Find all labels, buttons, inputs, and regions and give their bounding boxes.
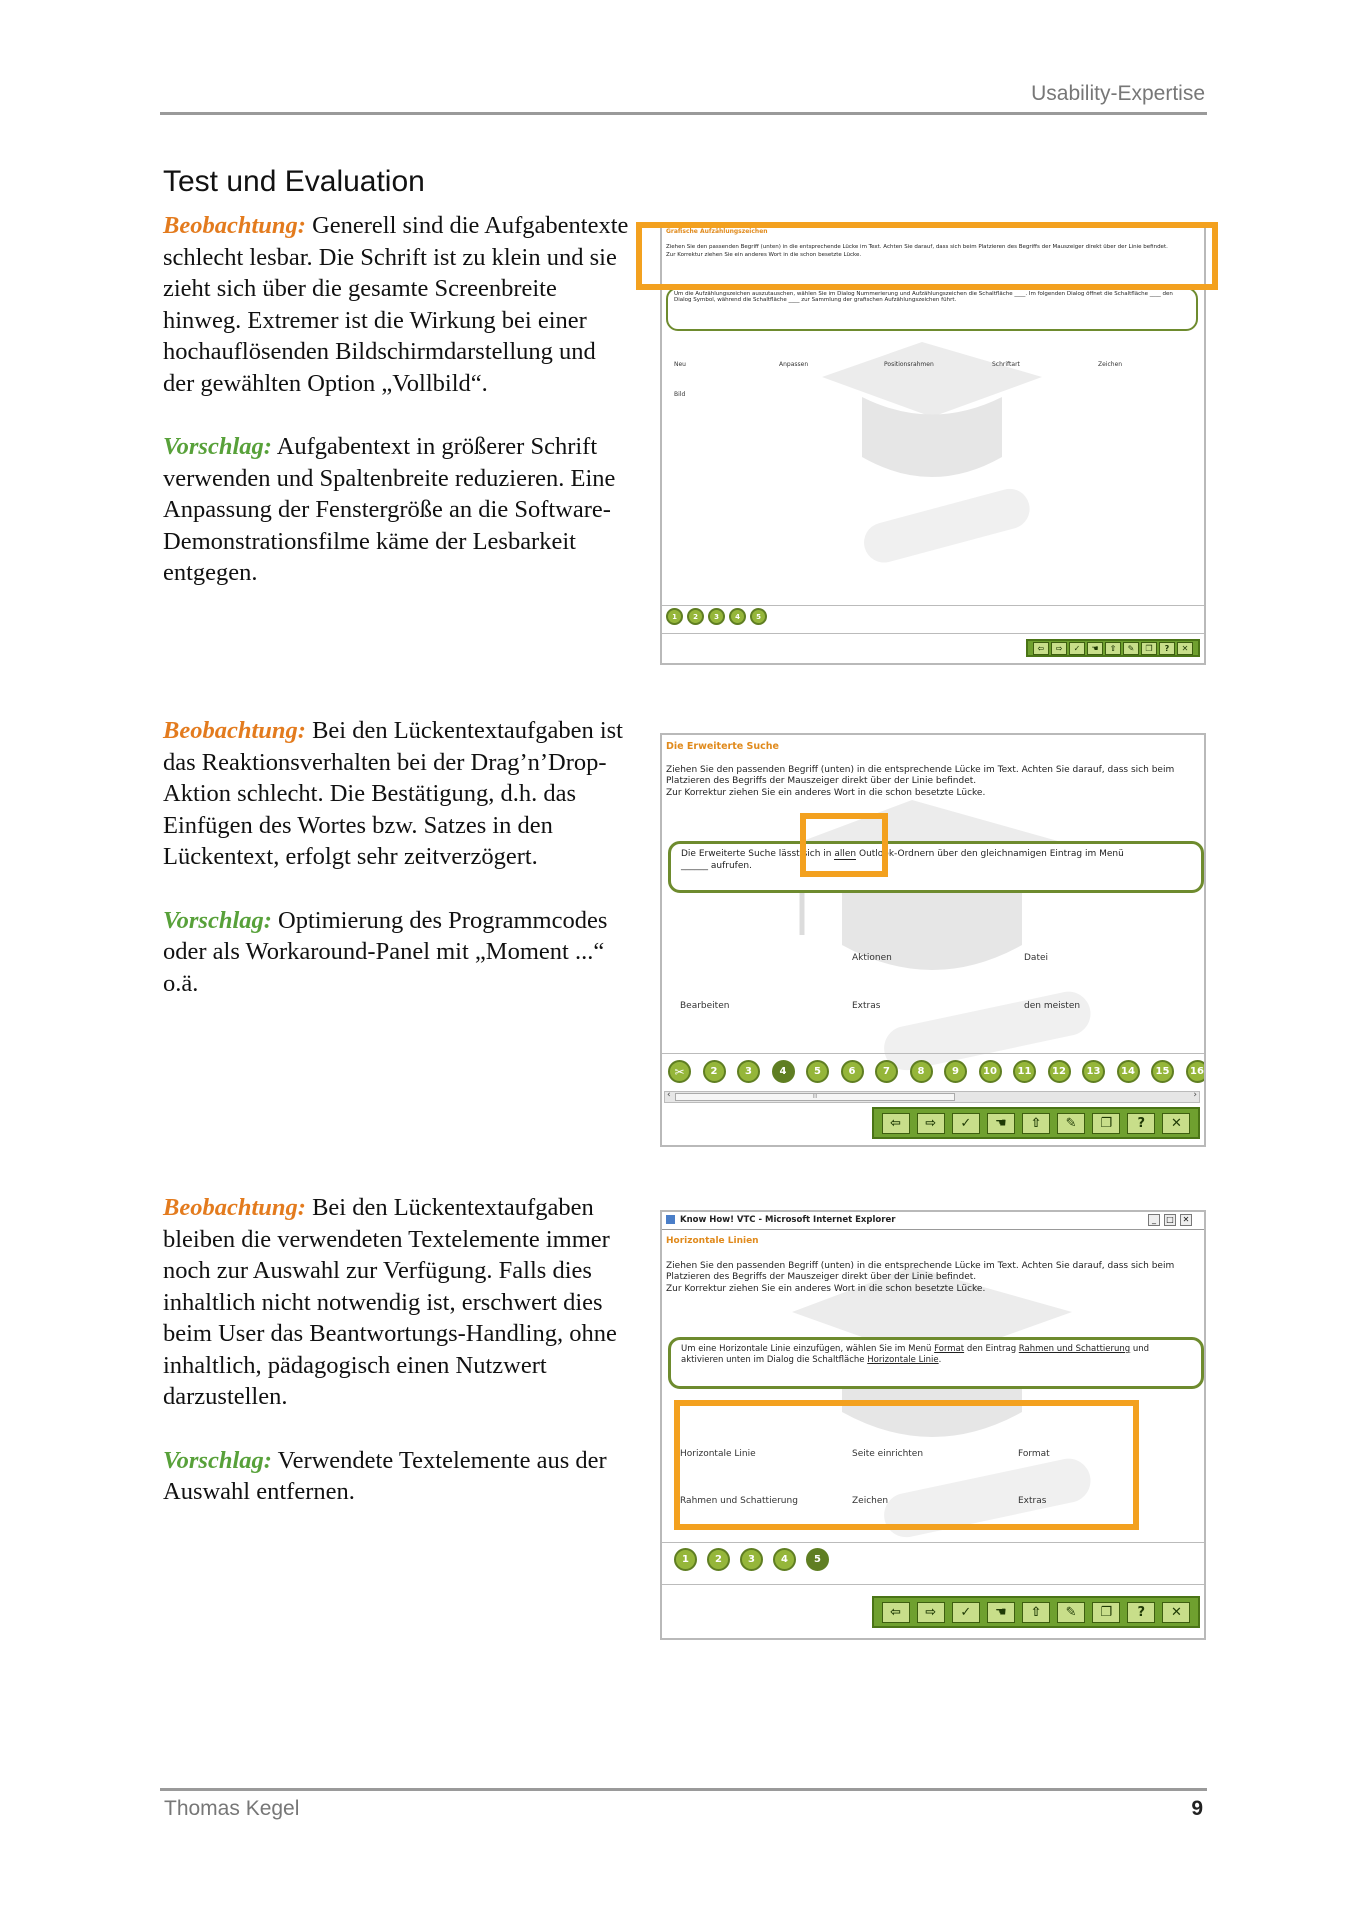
minimize-icon[interactable]: _ <box>1148 1214 1160 1226</box>
gap-text-part: . <box>938 1355 942 1365</box>
page-button-active[interactable]: 4 <box>772 1060 795 1083</box>
page-button[interactable]: 5 <box>806 1060 829 1083</box>
exercise-instruction: Ziehen Sie den passenden Begriff (unten) in die entsprechende Lücke im Text. Achten Sie darauf, dass sich beim Platzieren des Begriffs der Mauszeiger direkt über der Linie befindet. <box>666 765 1175 786</box>
exercise-title: Horizontale Linien <box>666 1236 759 1246</box>
screenshot-1 <box>660 225 1206 665</box>
page-button[interactable]: 6 <box>841 1060 864 1083</box>
page-button[interactable]: 2 <box>703 1060 726 1083</box>
answer-item[interactable]: Schriftart <box>992 361 1020 368</box>
answer-item[interactable]: Neu <box>674 361 686 368</box>
author-name: Thomas Kegel <box>164 1797 300 1820</box>
page-button[interactable]: 14 <box>1117 1060 1140 1083</box>
back-arrow-icon[interactable]: ⇦ <box>882 1113 910 1134</box>
answer-item[interactable]: Rahmen und Schattierung <box>680 1496 798 1506</box>
suggestion-text: Verwendete Textelemente aus der Auswahl entfernen. <box>163 1446 607 1505</box>
app-icon <box>666 1215 675 1224</box>
exercise-title: Die Erweiterte Suche <box>666 741 779 752</box>
answer-item[interactable]: den meisten <box>1024 1001 1081 1011</box>
help-icon[interactable]: ? <box>1159 642 1175 655</box>
scroll-thumb[interactable]: III <box>675 1093 955 1101</box>
page-number: 9 <box>1191 1797 1203 1820</box>
hand-icon[interactable]: ☚ <box>987 1113 1015 1134</box>
page-button[interactable]: 3 <box>740 1548 763 1571</box>
book-icon[interactable]: ❐ <box>1141 642 1157 655</box>
page-button[interactable]: 2 <box>687 608 704 625</box>
suggestion-label: Vorschlag: <box>163 1446 272 1474</box>
suggestion-label: Vorschlag: <box>163 433 272 460</box>
help-icon[interactable]: ? <box>1127 1113 1155 1134</box>
gap-text-box[interactable]: Um die Aufzählungszeichen auszutauschen, wählen Sie im Dialog Nummerierung und Aufzählungszeichen die Schaltfläche ____. Im folgenden Dialog öffnet die Schaltfläche ____ den Dialog Symbol, während die Schaltfläche ____ zur Sammlung der grafischen Aufzählungszeichen führt. <box>666 287 1198 331</box>
page-header <box>160 80 1207 115</box>
close-window-icon[interactable]: ✕ <box>1180 1214 1192 1226</box>
gap-text-part: ______ aufrufen. <box>681 861 752 871</box>
player-toolbar <box>872 1596 1200 1628</box>
suggestion-label: Vorschlag: <box>163 906 272 934</box>
exercise-instruction-2: Zur Korrektur ziehen Sie ein anderes Wort in die schon besetzte Lücke. <box>666 1284 986 1294</box>
browser-title-bar <box>662 1212 1204 1230</box>
header-title: Usability-Expertise <box>1031 82 1205 105</box>
answer-item[interactable]: Aktionen <box>852 953 892 963</box>
hand-icon[interactable]: ☚ <box>1087 642 1103 655</box>
page-button[interactable]: 4 <box>729 608 746 625</box>
gap-text-part: Um eine Horizontale Linie einzufügen, wählen Sie im Menü <box>681 1344 935 1354</box>
scroll-left-icon[interactable]: ‹ <box>667 1090 671 1100</box>
observation-label: Beobachtung: <box>163 212 306 239</box>
answer-item[interactable]: Bild <box>674 391 686 398</box>
filled-gap[interactable]: Rahmen und Schattierung <box>1018 1344 1131 1354</box>
page-button[interactable]: 1 <box>674 1548 697 1571</box>
back-arrow-icon[interactable]: ⇦ <box>882 1602 910 1623</box>
up-arrow-icon[interactable]: ⇧ <box>1105 642 1121 655</box>
scroll-right-icon[interactable]: › <box>1193 1090 1197 1100</box>
section-title: Test und Evaluation <box>163 165 425 198</box>
filled-gap[interactable]: Horizontale Linie <box>867 1355 939 1365</box>
answer-item[interactable]: Extras <box>1018 1496 1047 1506</box>
check-icon[interactable]: ✓ <box>1069 642 1085 655</box>
player-toolbar <box>1026 639 1200 657</box>
up-arrow-icon[interactable]: ⇧ <box>1022 1113 1050 1134</box>
check-icon[interactable]: ✓ <box>952 1602 980 1623</box>
forward-arrow-icon[interactable]: ⇨ <box>917 1113 945 1134</box>
answer-item[interactable]: Bearbeiten <box>680 1001 730 1011</box>
suggestion-text: Aufgabentext in größerer Schrift verwenden und Spaltenbreite reduzieren. Eine Anpassung der Fenstergröße an die Software-Demonstrationsfilme käme der Lesbarkeit entgegen. <box>163 433 616 586</box>
text-block-2 <box>163 715 633 999</box>
suggestion-2 <box>163 905 633 1000</box>
page-button[interactable]: 10 <box>979 1060 1002 1083</box>
close-icon[interactable]: ✕ <box>1162 1602 1190 1623</box>
page-button[interactable]: 12 <box>1048 1060 1071 1083</box>
suggestion-1 <box>163 431 633 589</box>
suggestion-3 <box>163 1445 633 1508</box>
exercise-number-nav <box>668 1060 1206 1083</box>
notes-icon[interactable]: ✎ <box>1123 642 1139 655</box>
gap-text-part: Die Erweiterte Suche lässt <box>681 849 803 859</box>
player-toolbar <box>872 1107 1200 1139</box>
page-button[interactable]: 15 <box>1151 1060 1174 1083</box>
window-title: Know How! VTC - Microsoft Internet Explorer <box>680 1215 896 1225</box>
page-footer <box>160 1788 1207 1820</box>
text-block-3 <box>163 1192 633 1508</box>
page-button[interactable]: 3 <box>708 608 725 625</box>
answer-item[interactable]: Anpassen <box>779 361 809 368</box>
page-button[interactable]: 7 <box>875 1060 898 1083</box>
book-icon[interactable]: ❐ <box>1092 1113 1120 1134</box>
notes-icon[interactable]: ✎ <box>1057 1602 1085 1623</box>
page-button[interactable]: 1 <box>666 608 683 625</box>
exercise-number-nav <box>666 608 767 625</box>
page-button[interactable]: 11 <box>1013 1060 1036 1083</box>
up-arrow-icon[interactable]: ⇧ <box>1022 1602 1050 1623</box>
observation-label: Beobachtung: <box>163 717 306 744</box>
answer-item[interactable]: Extras <box>852 1001 881 1011</box>
observation-label: Beobachtung: <box>163 1194 306 1221</box>
gap-text-box[interactable] <box>668 1337 1204 1389</box>
help-icon[interactable]: ? <box>1127 1602 1155 1623</box>
page-button[interactable]: 2 <box>707 1548 730 1571</box>
page-button[interactable]: 16 <box>1186 1060 1207 1083</box>
back-arrow-icon[interactable]: ⇦ <box>1033 642 1049 655</box>
tools-icon[interactable]: ✂ <box>668 1060 691 1083</box>
page-button[interactable]: 8 <box>910 1060 933 1083</box>
observation-text: Bei den Lückentextaufgaben bleiben die verwendeten Textelemente immer noch zur Auswahl zur Verfügung. Falls dies inhaltlich nicht notwendig ist, erschwert dies beim User das Beantwortungs-Handling, ohne inhaltlich, pädagogisch einen Nutzwert darzustellen. <box>163 1194 617 1410</box>
page-button[interactable]: 5 <box>750 608 767 625</box>
graduation-cap-icon <box>802 337 1062 597</box>
gap-text-box[interactable] <box>668 841 1204 893</box>
answer-item[interactable]: Zeichen <box>1098 361 1123 368</box>
exercise-number-nav <box>674 1548 829 1571</box>
highlight-frame <box>636 222 1218 290</box>
exercise-instruction-2: Zur Korrektur ziehen Sie ein anderes Wort in die schon besetzte Lücke. <box>666 252 862 258</box>
notes-icon[interactable]: ✎ <box>1057 1113 1085 1134</box>
filled-gap[interactable]: Format <box>934 1344 965 1354</box>
highlight-frame <box>800 813 888 877</box>
observation-1 <box>163 210 633 399</box>
forward-arrow-icon[interactable]: ⇨ <box>917 1602 945 1623</box>
answer-item[interactable]: Seite einrichten <box>852 1449 924 1459</box>
exercise-instruction-2: Zur Korrektur ziehen Sie ein anderes Wort in die schon besetzte Lücke. <box>666 788 986 798</box>
answer-item[interactable]: Positionsrahmen <box>884 361 934 368</box>
text-block-1 <box>163 210 633 589</box>
page-button-active[interactable]: 5 <box>806 1548 829 1571</box>
page-button[interactable]: 13 <box>1082 1060 1105 1083</box>
check-icon[interactable]: ✓ <box>952 1113 980 1134</box>
book-icon[interactable]: ❐ <box>1092 1602 1120 1623</box>
gap-text-part: den Eintrag <box>964 1344 1019 1354</box>
close-icon[interactable]: ✕ <box>1177 642 1193 655</box>
suggestion-text: Optimierung des Programmcodes oder als Workaround-Panel mit „Moment ...“ o.ä. <box>163 906 608 997</box>
forward-arrow-icon[interactable]: ⇨ <box>1051 642 1067 655</box>
close-icon[interactable]: ✕ <box>1162 1113 1190 1134</box>
horizontal-scrollbar[interactable] <box>664 1091 1200 1103</box>
page-button[interactable]: 3 <box>737 1060 760 1083</box>
gap-text-part: sich in <box>802 849 832 859</box>
exercise-title: Grafische Aufzählungszeichen <box>666 228 768 235</box>
gap-text-part: Outlook-Ordnern über den gleichnamigen Eintrag im Menü <box>856 849 1124 859</box>
answer-item[interactable]: Format <box>1018 1449 1050 1459</box>
hand-icon[interactable]: ☚ <box>987 1602 1015 1623</box>
page-button[interactable]: 4 <box>773 1548 796 1571</box>
screenshot-2 <box>660 733 1206 1147</box>
observation-2 <box>163 715 633 873</box>
maximize-icon[interactable]: □ <box>1164 1214 1176 1226</box>
answer-item[interactable]: Zeichen <box>852 1496 889 1506</box>
gap-text-part: und aktivieren unten im Dialog die Schaltfläche <box>681 1344 1150 1365</box>
answer-item[interactable]: Datei <box>1024 953 1049 963</box>
exercise-instruction: Ziehen Sie den passenden Begriff (unten) in die entsprechende Lücke im Text. Achten Sie darauf, dass sich beim Platzieren des Begriffs der Mauszeiger direkt über der Linie befindet. <box>666 244 1168 250</box>
highlight-frame <box>674 1400 1139 1530</box>
exercise-instruction: Ziehen Sie den passenden Begriff (unten) in die entsprechende Lücke im Text. Achten Sie darauf, dass sich beim Platzieren des Begriffs der Mauszeiger direkt über der Linie befindet. <box>666 1261 1175 1282</box>
observation-3 <box>163 1192 633 1413</box>
observation-text: Bei den Lückentextaufgaben ist das Reaktionsverhalten bei der Drag’n’Drop-Aktion schlecht. Die Bestätigung, d.h. das Einfügen des Wortes bzw. Satzes in den Lückentext, erfolgt sehr zeitverzögert. <box>163 717 623 870</box>
page-button[interactable]: 9 <box>944 1060 967 1083</box>
observation-text: Generell sind die Aufgabentexte schlecht lesbar. Die Schrift ist zu klein und sie zieht sich über die gesamte Screenbreite hinweg. Extremer ist die Wirkung bei einer hochauflösenden Bildschirmdarstellung und der gewählten Option „Vollbild“. <box>163 212 629 397</box>
filled-gap[interactable]: allen <box>834 849 857 859</box>
answer-item[interactable]: Horizontale Linie <box>680 1449 756 1459</box>
